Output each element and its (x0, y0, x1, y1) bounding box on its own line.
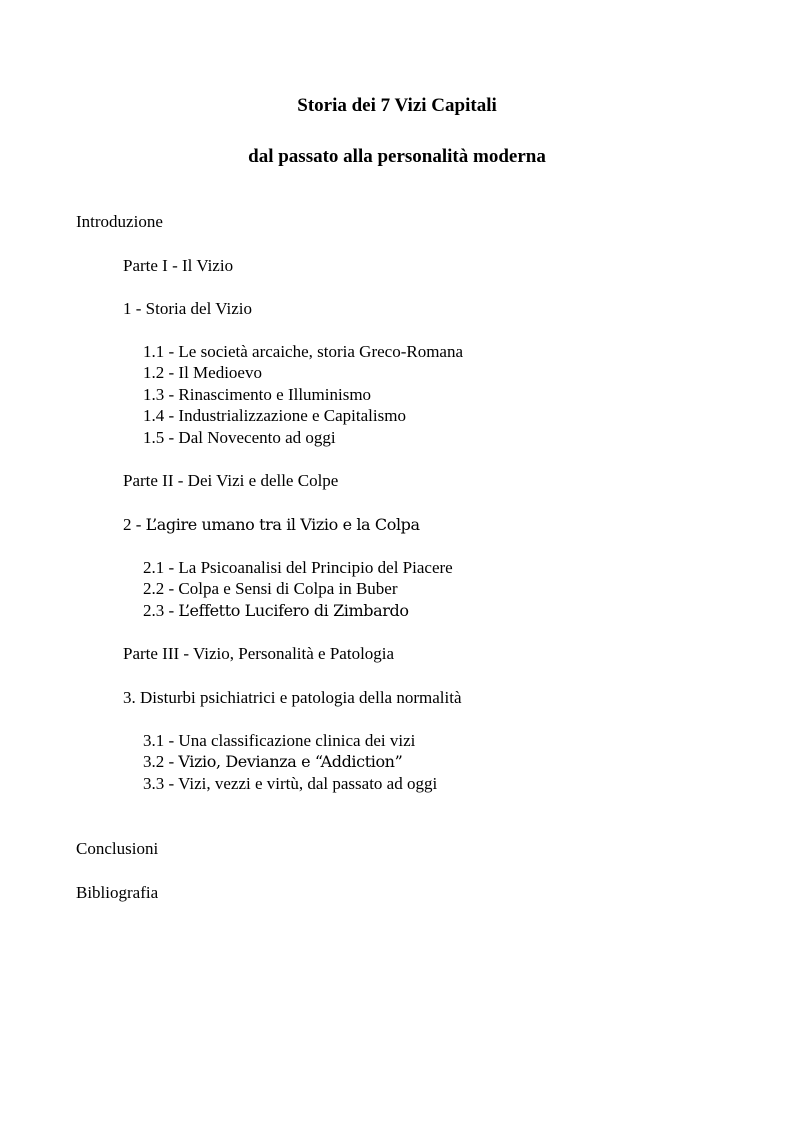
toc-introduzione: Introduzione (76, 212, 163, 231)
document-title: Storia dei 7 Vizi Capitali (297, 95, 497, 116)
toc-part-1-heading: Parte I - Il Vizio (123, 256, 234, 275)
toc-section-2-3 (143, 600, 409, 621)
toc-section-3-3: 3.3 - Vizi, vezzi e virtù, dal passato ad oggi (143, 774, 438, 793)
toc-chapter-2 (123, 514, 420, 535)
toc-bibliografia: Bibliografia (76, 883, 159, 902)
toc-part-2-heading: Parte II - Dei Vizi e delle Colpe (123, 471, 339, 490)
toc-part-3-heading: Parte III - Vizio, Personalità e Patologia (123, 644, 395, 663)
toc-chapter-1: 1 - Storia del Vizio (123, 299, 252, 318)
toc-section-1-4: 1.4 - Industrializzazione e Capitalismo (143, 406, 406, 425)
toc-section-2-3-prefix: 2.3 - (143, 601, 179, 620)
toc-section-3-1: 3.1 - Una classificazione clinica dei vizi (143, 731, 416, 750)
toc-chapter-3: 3. Disturbi psichiatrici e patologia della normalità (123, 688, 462, 707)
toc-section-1-1: 1.1 - Le società arcaiche, storia Greco-Romana (143, 342, 464, 361)
document-subtitle: dal passato alla personalità moderna (248, 146, 546, 167)
toc-section-2-1: 2.1 - La Psicoanalisi del Principio del Piacere (143, 558, 453, 577)
toc-section-2-2: 2.2 - Colpa e Sensi di Colpa in Buber (143, 579, 398, 598)
toc-section-3-2-prefix: 3.2 - (143, 752, 179, 771)
toc-section-1-5: 1.5 - Dal Novecento ad oggi (143, 428, 336, 447)
toc-section-1-3: 1.3 - Rinascimento e Illuminismo (143, 385, 372, 404)
toc-conclusioni: Conclusioni (76, 839, 159, 858)
toc-section-2-3-title: L’effetto Lucifero di Zimbardo (178, 601, 409, 620)
toc-chapter-2-title: L’agire umano tra il Vizio e la Colpa (145, 515, 420, 534)
toc-section-1-2: 1.2 - Il Medioevo (143, 363, 262, 382)
toc-section-3-2 (143, 751, 402, 772)
toc-chapter-2-prefix: 2 - (123, 515, 146, 534)
toc-section-3-2-title: Vizio, Devianza e “Addiction” (178, 752, 403, 771)
